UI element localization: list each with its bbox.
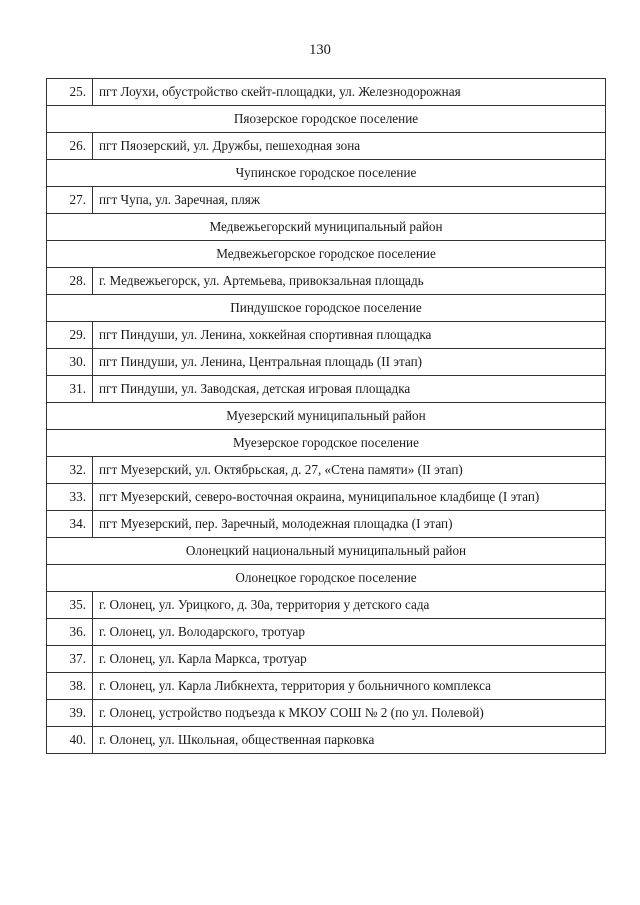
section-header-row: [47, 214, 606, 241]
section-header: Медвежьегорский муниципальный район: [47, 214, 606, 241]
table-body: [47, 79, 606, 754]
table-row: [47, 646, 606, 673]
row-description: г. Олонец, ул. Карла Маркса, тротуар: [93, 646, 606, 673]
section-header-row: [47, 430, 606, 457]
section-header-row: [47, 295, 606, 322]
row-description: пгт Пиндуши, ул. Ленина, хоккейная спортивная площадка: [93, 322, 606, 349]
row-description: г. Олонец, устройство подъезда к МКОУ СОШ № 2 (по ул. Полевой): [93, 700, 606, 727]
page-number: 130: [309, 42, 331, 58]
section-header-row: [47, 241, 606, 268]
table-row: [47, 133, 606, 160]
row-description: г. Олонец, ул. Школьная, общественная парковка: [93, 727, 606, 754]
table-row: [47, 511, 606, 538]
section-header-row: [47, 160, 606, 187]
table-row: [47, 673, 606, 700]
row-number: 26.: [47, 133, 93, 160]
section-header: Медвежьегорское городское поселение: [47, 241, 606, 268]
objects-table: [46, 78, 606, 754]
row-number: 32.: [47, 457, 93, 484]
section-header: Муезерское городское поселение: [47, 430, 606, 457]
table-row: [47, 322, 606, 349]
section-header: Олонецкий национальный муниципальный район: [47, 538, 606, 565]
table-row: [47, 268, 606, 295]
table-row: [47, 349, 606, 376]
row-number: 39.: [47, 700, 93, 727]
row-number: 30.: [47, 349, 93, 376]
row-number: 25.: [47, 79, 93, 106]
row-number: 40.: [47, 727, 93, 754]
row-number: 38.: [47, 673, 93, 700]
row-number: 34.: [47, 511, 93, 538]
row-description: пгт Пиндуши, ул. Ленина, Центральная площадь (II этап): [93, 349, 606, 376]
row-number: 35.: [47, 592, 93, 619]
table-row: [47, 79, 606, 106]
row-description: пгт Лоухи, обустройство скейт-площадки, ул. Железнодорожная: [93, 79, 606, 106]
section-header-row: [47, 106, 606, 133]
row-description: пгт Чупа, ул. Заречная, пляж: [93, 187, 606, 214]
row-number: 36.: [47, 619, 93, 646]
row-description: г. Олонец, ул. Володарского, тротуар: [93, 619, 606, 646]
row-description: г. Олонец, ул. Урицкого, д. 30а, территория у детского сада: [93, 592, 606, 619]
row-description: пгт Пяозерский, ул. Дружбы, пешеходная зона: [93, 133, 606, 160]
row-number: 31.: [47, 376, 93, 403]
row-description: пгт Муезерский, северо-восточная окраина, муниципальное кладбище (I этап): [93, 484, 606, 511]
row-description: пгт Муезерский, пер. Заречный, молодежная площадка (I этап): [93, 511, 606, 538]
table-row: [47, 457, 606, 484]
table-row: [47, 376, 606, 403]
row-number: 37.: [47, 646, 93, 673]
section-header: Муезерский муниципальный район: [47, 403, 606, 430]
section-header-row: [47, 565, 606, 592]
section-header: Чупинское городское поселение: [47, 160, 606, 187]
section-header-row: [47, 403, 606, 430]
table-row: [47, 592, 606, 619]
row-description: г. Медвежьегорск, ул. Артемьева, привокзальная площадь: [93, 268, 606, 295]
row-description: пгт Муезерский, ул. Октябрьская, д. 27, «Стена памяти» (II этап): [93, 457, 606, 484]
row-number: 29.: [47, 322, 93, 349]
row-description: пгт Пиндуши, ул. Заводская, детская игровая площадка: [93, 376, 606, 403]
row-number: 27.: [47, 187, 93, 214]
row-description: г. Олонец, ул. Карла Либкнехта, территория у больничного комплекса: [93, 673, 606, 700]
table-row: [47, 619, 606, 646]
table-row: [47, 700, 606, 727]
section-header: Пиндушское городское поселение: [47, 295, 606, 322]
section-header: Пяозерское городское поселение: [47, 106, 606, 133]
table-row: [47, 727, 606, 754]
section-header: Олонецкое городское поселение: [47, 565, 606, 592]
row-number: 33.: [47, 484, 93, 511]
section-header-row: [47, 538, 606, 565]
row-number: 28.: [47, 268, 93, 295]
table-row: [47, 484, 606, 511]
table-row: [47, 187, 606, 214]
